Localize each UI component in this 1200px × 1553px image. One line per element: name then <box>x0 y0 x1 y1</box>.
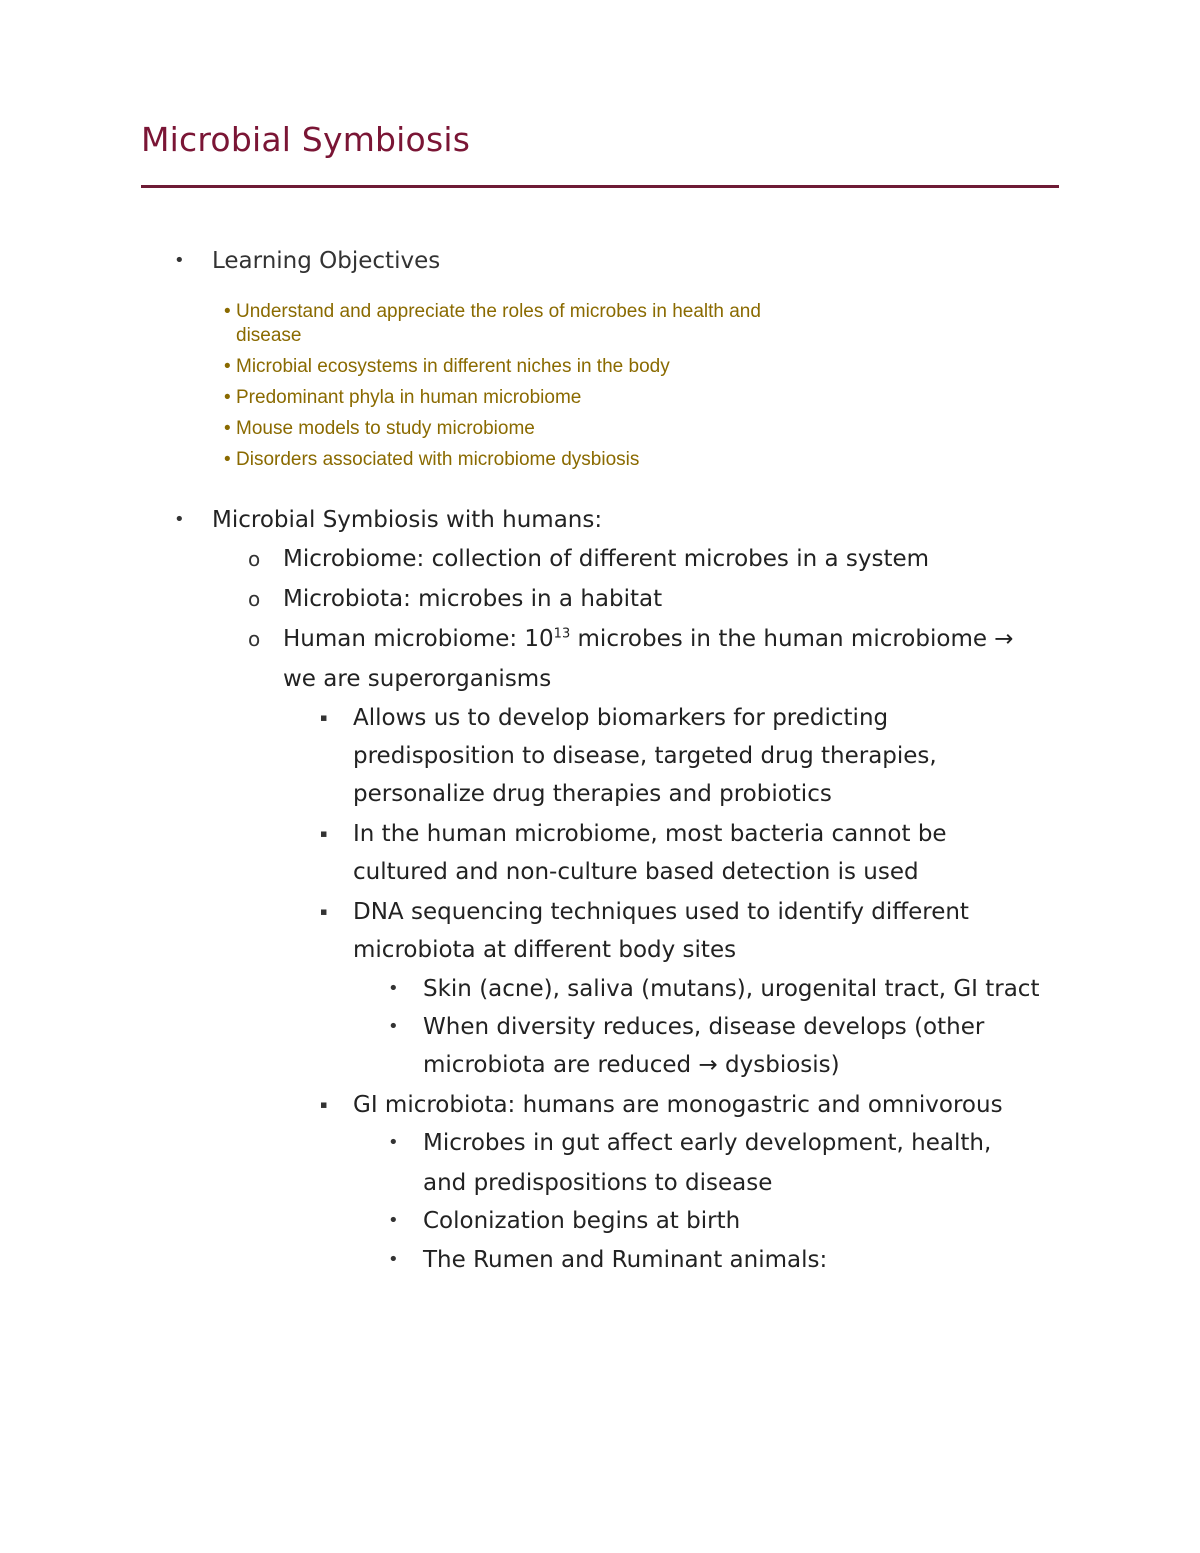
list-item-most-bacteria: In the human microbiome, most bacteria cannot be <box>353 821 947 847</box>
list-item-microbiota: Microbiota: microbes in a habitat <box>283 586 663 612</box>
bullet-dot-icon: • <box>388 1132 399 1153</box>
bullet-dot-icon: • <box>174 250 185 271</box>
list-item-diversity-cont: microbiota are reduced → dysbiosis) <box>423 1052 840 1078</box>
bullet-dot-icon: • <box>174 509 185 530</box>
section-heading-learning-objectives: Learning Objectives <box>212 248 441 274</box>
list-item-microbiome: Microbiome: collection of different microbes in a system <box>283 546 930 572</box>
objective-item: • Understand and appreciate the roles of microbes in health and <box>224 301 761 322</box>
objective-item: • Predominant phyla in human microbiome <box>224 387 582 408</box>
bullet-circle-icon: o <box>248 627 261 651</box>
list-item-colonization: Colonization begins at birth <box>423 1208 741 1234</box>
bullet-dot-icon: • <box>388 1249 399 1270</box>
list-item-rumen: The Rumen and Ruminant animals: <box>423 1247 828 1273</box>
list-item-dna-sequencing-cont: microbiota at different body sites <box>353 937 737 963</box>
bullet-square-icon: ▪ <box>320 711 328 724</box>
title-rule <box>141 185 1059 188</box>
bullet-square-icon: ▪ <box>320 905 328 918</box>
list-item-dna-sequencing: DNA sequencing techniques used to identify different <box>353 899 969 925</box>
list-item-gut-cont: and predispositions to disease <box>423 1170 773 1196</box>
list-item-gut: Microbes in gut affect early development, health, <box>423 1130 992 1156</box>
objective-item: • Disorders associated with microbiome dysbiosis <box>224 449 640 470</box>
list-item-human-microbiome: Human microbiome: $10^{13}$ microbes in the human microbiome → <box>283 626 1014 652</box>
list-item-allows-cont: predisposition to disease, targeted drug therapies, <box>353 743 937 769</box>
list-item-allows: Allows us to develop biomarkers for predicting <box>353 705 889 731</box>
bullet-dot-icon: • <box>388 978 399 999</box>
list-item-skin: Skin (acne), saliva (mutans), urogenital tract, GI tract <box>423 976 1040 1002</box>
list-item-most-bacteria-cont: cultured and non-culture based detection is used <box>353 859 919 885</box>
bullet-square-icon: ▪ <box>320 1098 328 1111</box>
list-item-human-microbiome-cont: we are superorganisms <box>283 666 552 692</box>
list-item-diversity: When diversity reduces, disease develops (other <box>423 1014 985 1040</box>
section-heading-symbiosis: Microbial Symbiosis with humans: <box>212 507 603 533</box>
objective-item-continuation: disease <box>236 325 302 346</box>
bullet-circle-icon: o <box>248 547 261 571</box>
bullet-square-icon: ▪ <box>320 827 328 840</box>
list-item-allows-cont: personalize drug therapies and probiotics <box>353 781 832 807</box>
objective-item: • Microbial ecosystems in different niches in the body <box>224 356 670 377</box>
list-item-gi-microbiota: GI microbiota: humans are monogastric and omnivorous <box>353 1092 1003 1118</box>
bullet-dot-icon: • <box>388 1210 399 1231</box>
objective-item: • Mouse models to study microbiome <box>224 418 535 439</box>
bullet-circle-icon: o <box>248 587 261 611</box>
bullet-dot-icon: • <box>388 1016 399 1037</box>
page-title: Microbial Symbiosis <box>141 120 471 159</box>
